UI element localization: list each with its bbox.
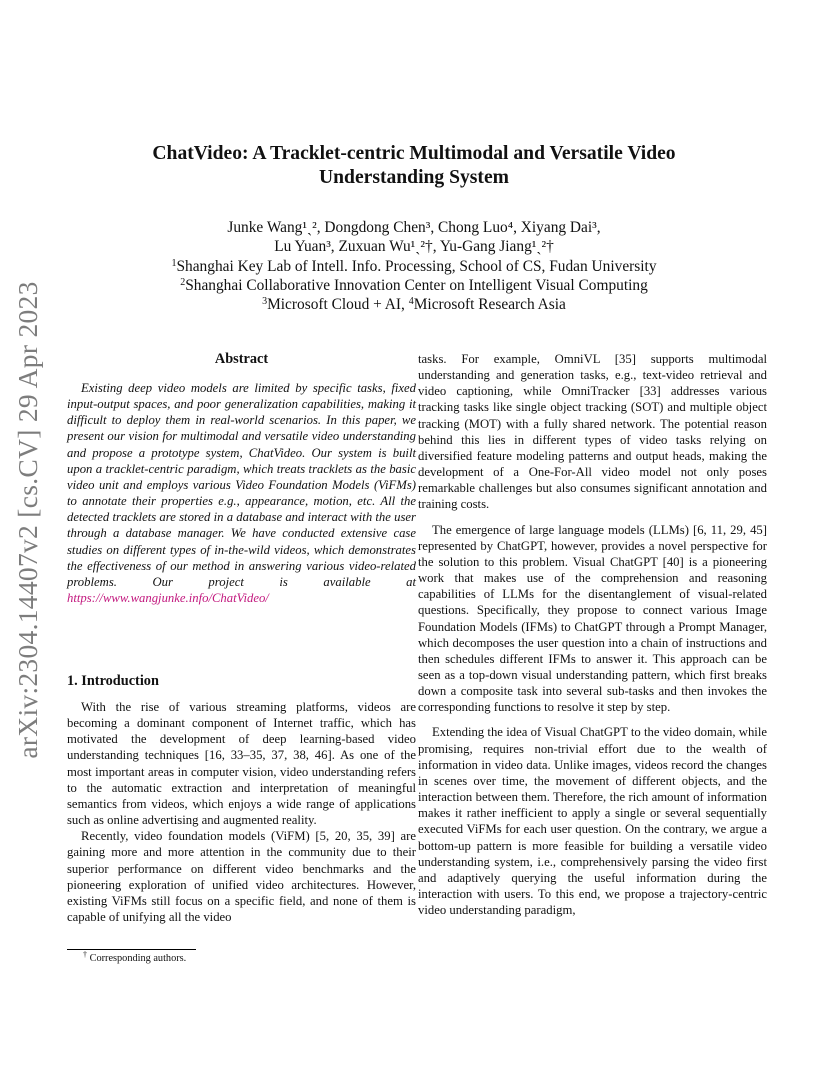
introduction-heading: 1. Introduction: [67, 673, 159, 689]
intro-paragraph-1: With the rise of various streaming platforms, videos are becoming a dominant component of Internet traffic, which has motivated the development of deep learning-based video understanding techniques [16, 33–35, 37, 38, 46]. As one of the most important areas in computer vision, video understanding refers to the automatic extraction and interpretation of meaningful semantics from videos, which enjoys a wide range of applications such as online advertising and augmented reality.: [67, 700, 416, 828]
footnote-mark: †: [83, 950, 87, 959]
author-block: [80, 218, 748, 314]
right-column: [418, 351, 767, 918]
affiliation-2-text: Shanghai Collaborative Innovation Center on Intelligent Visual Computing: [185, 276, 648, 294]
arxiv-stamp: [8, 281, 48, 759]
affiliation-1-mark: 1: [171, 257, 177, 269]
footnote-text: Corresponding authors.: [87, 953, 187, 964]
introduction-section: [67, 699, 416, 925]
right-paragraph-0: tasks. For example, OmniVL [35] supports multimodal understanding and generation tasks, e.g., text-video retrieval and video captioning, while OmniTracker [33] addresses various tracking tasks like single object tracking (SOT) and multiple object tracking (MOT) with a fully shared network. The potential reason behind this lies in different types of video tasks relying on diversified feature modeling patterns and output heads, making the development of a One-For-All video model not only poses remarkable challenges but also consumes significant annotation and training costs.: [418, 352, 767, 512]
affiliation-1: [80, 257, 748, 276]
paper-title: [100, 142, 728, 190]
affiliation-4-text: Microsoft Research Asia: [413, 296, 566, 314]
affiliation-3-4: [80, 295, 748, 314]
arxiv-stamp-text: arXiv:2304.14407v2 [cs.CV] 29 Apr 2023: [12, 281, 43, 759]
footnote: [83, 952, 186, 965]
intro-paragraph-2: Recently, video foundation models (ViFM) [5, 20, 35, 39] are gaining more and more attention in the community due to their superior performance on different video benchmarks and the pioneering exploration of unified video architectures. However, existing ViFMs still focus on a specific field, and none of them is capable of unifying all the video: [67, 829, 416, 925]
authors-line-2: Lu Yuan³, Zuxuan Wu¹ˎ²†, Yu-Gang Jiang¹ˎ²†: [274, 238, 554, 256]
right-paragraph-1: The emergence of large language models (LLMs) [6, 11, 29, 45] represented by ChatGPT, however, provides a novel perspective for the solution to this problem. Visual ChatGPT [40] is a pioneering work that makes use of the comprehension and reasoning capabilities of LLMs for the disentanglement of visual-related questions. Specifically, they propose to connect various Image Foundation Models (IFMs) to ChatGPT through a Prompt Manager, which decomposes the user question into a chain of instructions and then schedules different IFMs to answer it. This approach can be seen as a top-down visual understanding pattern, which first breaks down a composite task into several sub-tasks and then invokes the corresponding functions to resolve it step by step.: [418, 522, 767, 715]
abstract-body: Existing deep video models are limited by specific tasks, fixed input-output spaces, and poor generalization capabilities, making it difficult to deploy them in real-world scenarios. In this paper, we present our vision for multimodal and versatile video understanding and propose a prototype system, ChatVideo. Our system is built upon a tracklet-centric paradigm, which treats tracklets as the basic video unit and employs various Video Foundation Models (ViFMs) to annotate their properties e.g., appearance, motion, etc. All the detected tracklets are stored in a database and interact with the user through a database manager. We have conducted extensive case studies on different types of in-the-wild videos, which demonstrates the effectiveness of our method in answering various video-related problems. Our project is available at: [67, 381, 416, 589]
affiliation-2-mark: 2: [180, 276, 186, 288]
affiliation-4-mark: 4: [408, 296, 414, 308]
abstract-heading: Abstract: [214, 351, 269, 367]
abstract-paragraph: [67, 380, 416, 606]
title-line-2: Understanding System: [319, 167, 509, 188]
affiliation-3-text: Microsoft Cloud + AI,: [267, 296, 409, 314]
affiliation-2: [80, 276, 748, 295]
authors-line-1: Junke Wang¹ˎ², Dongdong Chen³, Chong Luo⁴, Xiyang Dai³,: [227, 219, 601, 236]
abstract-section: [67, 380, 416, 606]
title-line-1: ChatVideo: A Tracklet-centric Multimodal and Versatile Video: [152, 143, 676, 164]
affiliation-1-text: Shanghai Key Lab of Intell. Info. Processing, School of CS, Fudan University: [176, 257, 657, 275]
affiliation-3-mark: 3: [262, 296, 268, 308]
right-paragraph-2: Extending the idea of Visual ChatGPT to the video domain, while promising, requires non-trivial effort due to the wealth of information in video data. Unlike images, videos record the changes in scenes over time, the movement of different objects, and the interaction between them. Therefore, the rich amount of information makes it rather inefficient to apply a single or several sequentially executed ViFMs for each user question. On the contrary, we argue a bottom-up pattern is more feasible for building a versatile video understanding system, i.e., comprehensively parsing the video first and adaptively querying the useful information during the interaction with users. To this end, we propose a trajectory-centric video understanding paradigm,: [418, 725, 767, 918]
project-link[interactable]: https://www.wangjunke.info/ChatVideo/: [67, 591, 269, 606]
